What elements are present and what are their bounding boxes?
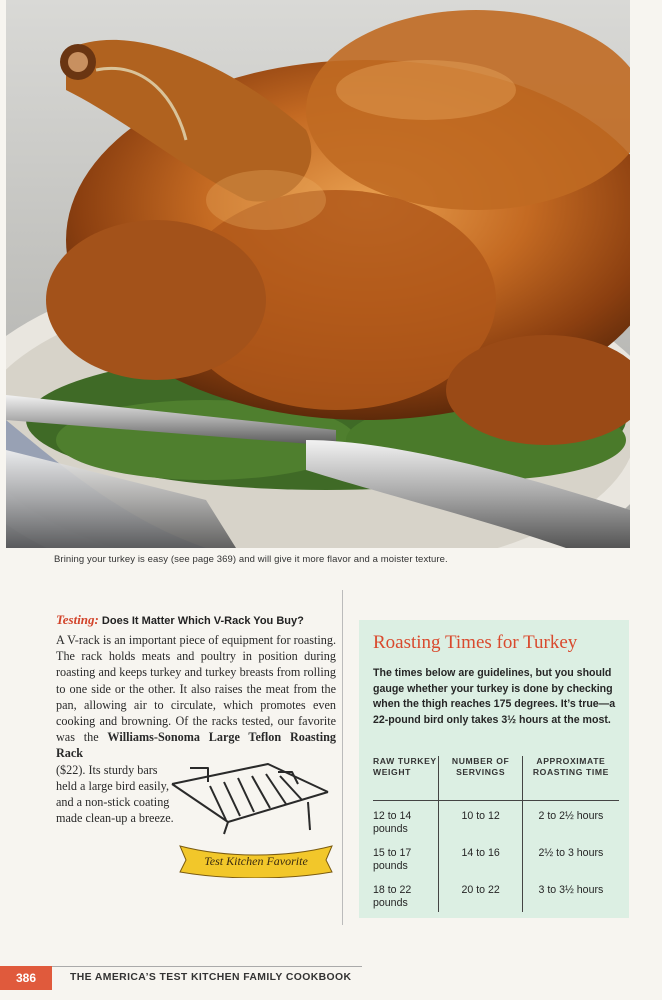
cell-servings: 20 to 22 bbox=[438, 875, 521, 912]
cell-time: 2½ to 3 hours bbox=[522, 838, 619, 875]
testing-kicker: Testing: bbox=[56, 612, 99, 627]
table-row bbox=[373, 875, 619, 912]
photo-caption: Brining your turkey is easy (see page 369) and will give it more flavor and a moister texture. bbox=[54, 554, 448, 565]
header-servings: NUMBER OF SERVINGS bbox=[438, 756, 521, 800]
testing-para2: ($22). Its sturdy bars held a large bird easily, and a non-stick coating made clean-up a breeze. bbox=[56, 762, 174, 826]
cell-time: 3 to 3½ hours bbox=[522, 875, 619, 912]
testing-heading bbox=[56, 612, 336, 628]
cell-servings: 10 to 12 bbox=[438, 801, 521, 838]
roasting-title: Roasting Times for Turkey bbox=[373, 632, 578, 653]
roast-turkey-illustration bbox=[6, 0, 630, 548]
table-row bbox=[373, 801, 619, 838]
cell-servings: 14 to 16 bbox=[438, 838, 521, 875]
page-number: 386 bbox=[0, 966, 52, 990]
roasting-table bbox=[373, 756, 619, 912]
testing-product-name: Williams-Sonoma Large Teflon Roasting Rack bbox=[56, 730, 336, 761]
roasting-times-box bbox=[359, 620, 629, 918]
table-row bbox=[373, 838, 619, 875]
testing-question: Does It Matter Which V-Rack You Buy? bbox=[101, 615, 304, 627]
page-footer bbox=[0, 966, 662, 990]
header-time: APPROXIMATE ROASTING TIME bbox=[522, 756, 619, 800]
testing-para1: A V-rack is an important piece of equipment for roasting. The rack holds meats and poultry in position during roasting and keeps turkey and turkey breasts from rolling to one side or the other. It also raises the meat from the pan, allowing air to circulate, which promotes even cooking and browning. Of the racks tested, our favorite was the bbox=[56, 633, 336, 745]
header-weight: RAW TURKEY WEIGHT bbox=[373, 756, 437, 777]
cell-time: 2 to 2½ hours bbox=[522, 801, 619, 838]
badge-label: Test Kitchen Favorite bbox=[204, 854, 308, 868]
test-kitchen-favorite-badge bbox=[176, 840, 336, 878]
cell-weight: 18 to 22 pounds bbox=[373, 884, 412, 909]
turkey-photo bbox=[6, 0, 630, 548]
roasting-intro: The times below are guidelines, but you should gauge whether your turkey is done by checking when the thigh reaches 175 degrees. It’s true—a 22-pound bird only takes 3½ hours at the most. bbox=[373, 667, 616, 726]
v-rack-icon bbox=[168, 762, 330, 836]
cell-weight: 15 to 17 pounds bbox=[373, 847, 412, 872]
cell-weight: 12 to 14 pounds bbox=[373, 810, 412, 835]
book-title: THE AMERICA’S TEST KITCHEN FAMILY COOKBOOK bbox=[70, 972, 352, 983]
column-divider bbox=[342, 590, 343, 925]
table-header-row bbox=[373, 756, 619, 800]
testing-paragraph bbox=[56, 632, 336, 762]
